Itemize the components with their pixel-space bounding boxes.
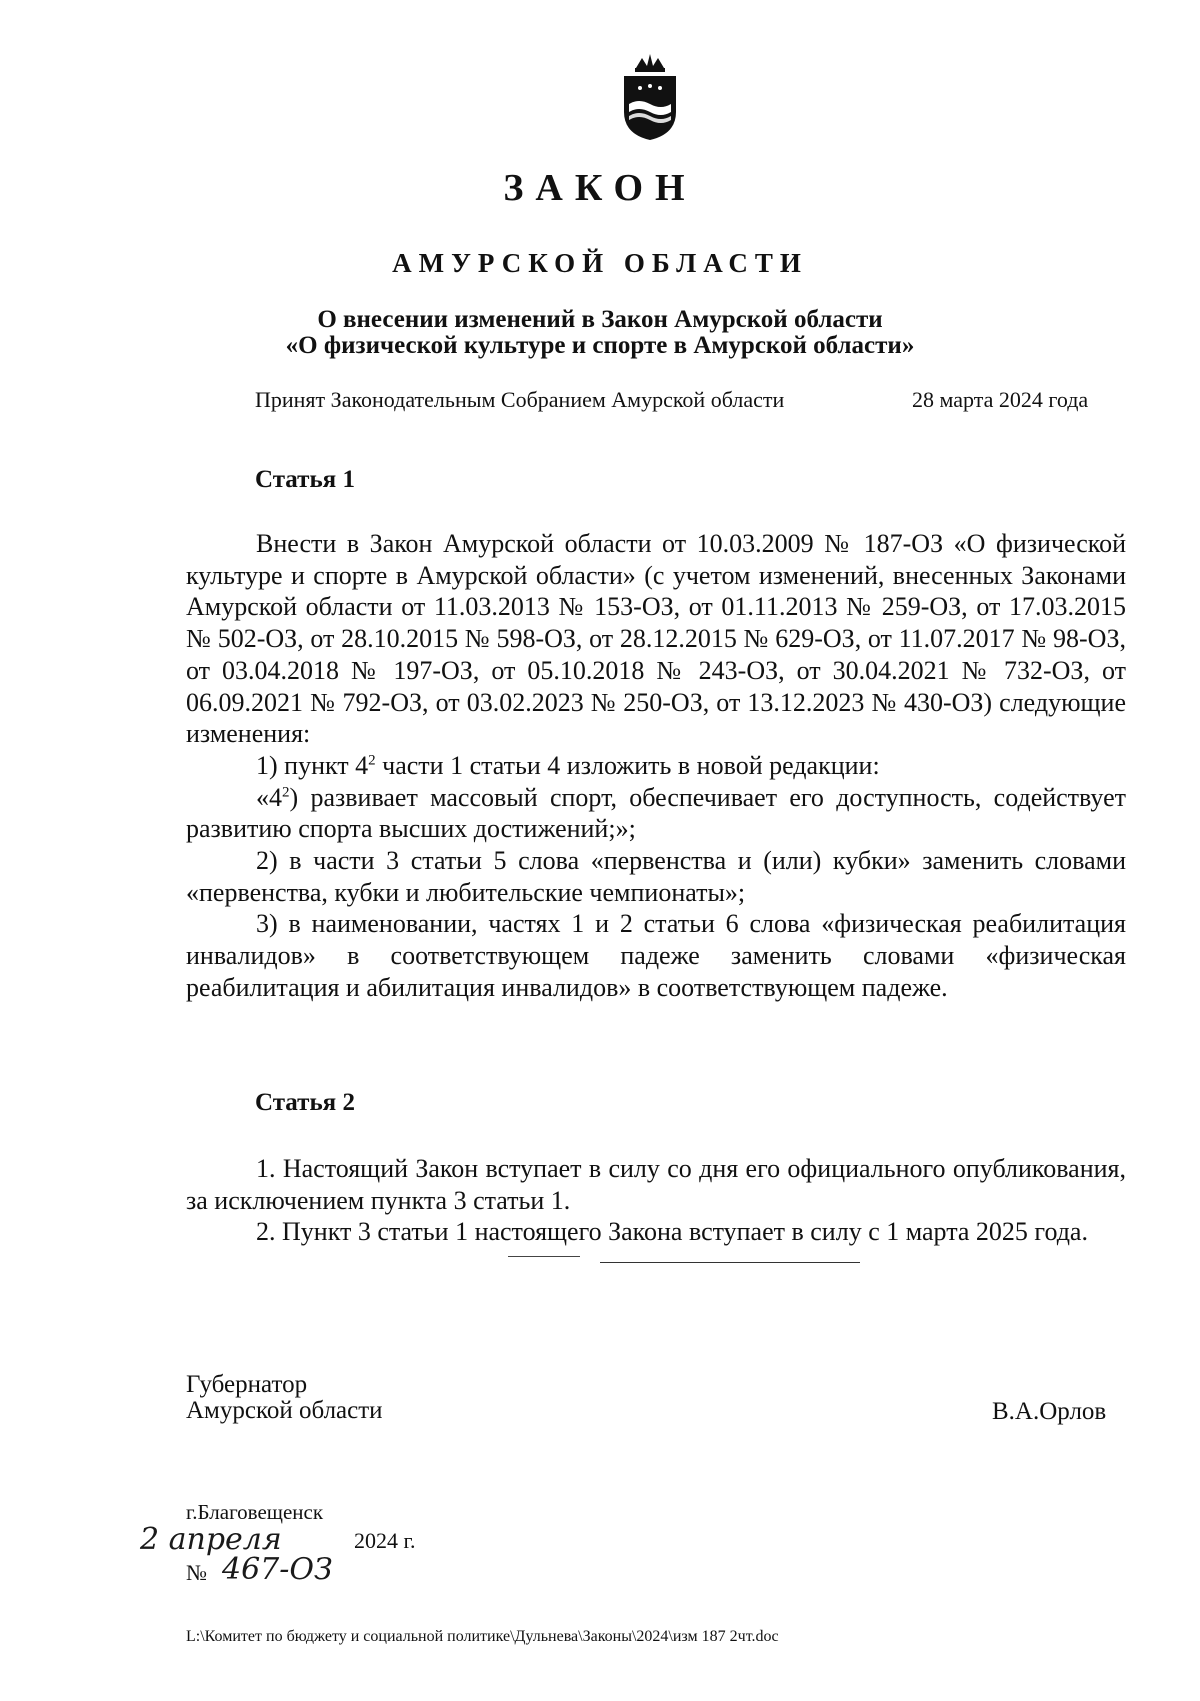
article-2-heading: Статья 2 xyxy=(255,1089,355,1116)
article-2-para-2: 2. Пункт 3 статьи 1 настоящего Закона вступает в силу с 1 марта 2025 года. xyxy=(256,1217,1088,1247)
number-sign: № xyxy=(186,1560,207,1585)
article-1-item-1: 1) пункт $4^2$ части 1 статьи 4 изложить в новой редакции: xyxy=(256,750,880,780)
article-2-body xyxy=(186,1153,1126,1248)
signatory-position-line: Амурской области xyxy=(186,1397,383,1424)
subject-line: «О физической культуре и спорте в Амурской области» xyxy=(285,332,915,359)
signatory-position xyxy=(186,1372,383,1424)
adoption-text: Принят Законодательным Собранием Амурской области xyxy=(255,387,785,412)
handwritten-date: 2 апреля xyxy=(140,1522,282,1557)
file-path: L:\Комитет по бюджету и социальной политике\Дульнева\Законы\2024\изм 187 2чт.doc xyxy=(186,1628,779,1645)
divider xyxy=(508,1256,580,1257)
article-1-item-2: 2) в части 3 статьи 5 слова «первенства и (или) кубки» заменить словами «первенства, кубки и любительские чемпионаты»; xyxy=(186,846,1126,907)
handwritten-law-number: 467-ОЗ xyxy=(222,1552,333,1587)
article-1-quote: «$4^2$) развивает массовый спорт, обеспечивает его доступность, содействует развитию спорта высших достижений;»; xyxy=(186,782,1126,844)
adoption-date: 28 марта 2024 года xyxy=(912,387,1089,412)
article-1-body xyxy=(186,528,1126,1004)
date-year: 2024 г. xyxy=(354,1528,416,1553)
document-region: АМУРСКОЙ ОБЛАСТИ xyxy=(392,248,808,278)
signatory-name: В.А.Орлов xyxy=(992,1398,1107,1425)
document-title: ЗАКОН xyxy=(503,167,697,209)
article-1-intro: Внести в Закон Амурской области от 10.03.2009 № 187-ОЗ «О физической культуре и спорте в Амурской области» (с учетом изменений, внесенных Законами Амурской области от 11.03.2013 № 153-ОЗ, от 01.11.2013 № 259-ОЗ, от 17.03.2015 № 502-ОЗ, от 28.10.2015 № 598-ОЗ, от 28.12.2015 № 629-ОЗ, от 11.07.2017 № 98-ОЗ, от 03.04.2018 № 197-ОЗ, от 05.10.2018 № 243-ОЗ, от 30.04.2021 № 732-ОЗ, от 06.09.2021 № 792-ОЗ, от 03.02.2023 № 250-ОЗ, от 13.12.2023 № 430-ОЗ) следующие изменения: xyxy=(186,529,1126,749)
coat-of-arms-icon xyxy=(618,50,682,142)
subject-line: О внесении изменений в Закон Амурской области xyxy=(317,306,883,333)
article-2-para-1: 1. Настоящий Закон вступает в силу со дня его официального опубликования, за исключением пункта 3 статьи 1. xyxy=(186,1154,1126,1215)
divider xyxy=(600,1262,860,1263)
place-of-signing: г.Благовещенск xyxy=(186,1500,324,1524)
article-1-item-3: 3) в наименовании, частях 1 и 2 статьи 6 слова «физическая реабилитация инвалидов» в соответствующем падеже заменить словами «физическая реабилитация и абилитация инвалидов» в соответствующем падеже. xyxy=(186,909,1126,1002)
document-subject xyxy=(0,307,1200,359)
signatory-position-line: Губернатор xyxy=(186,1371,308,1398)
article-1-heading: Статья 1 xyxy=(255,466,355,493)
